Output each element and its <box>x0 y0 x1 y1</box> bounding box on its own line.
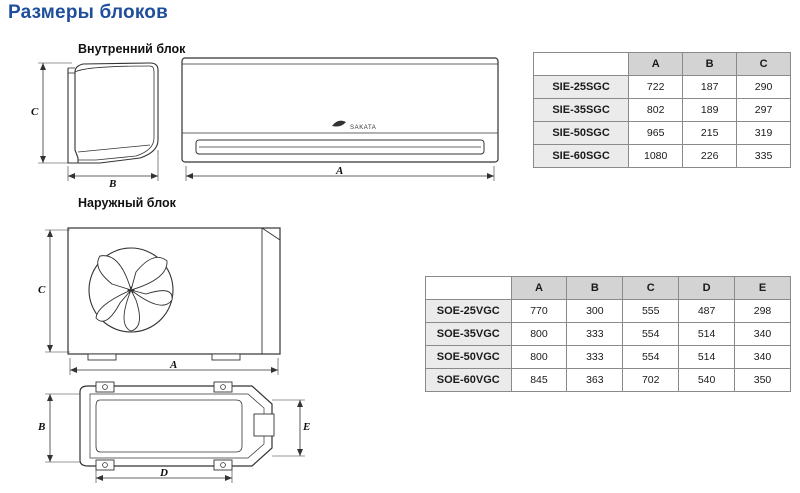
table-header-a: A <box>629 53 683 76</box>
cell-a: 800 <box>511 323 567 346</box>
cell-a: 802 <box>629 99 683 122</box>
cell-e: 340 <box>735 323 791 346</box>
dim-letter-indoor-c: C <box>31 106 39 118</box>
model-name: SOE-50VGC <box>426 346 512 369</box>
outdoor-units-dimension-table <box>425 276 791 392</box>
table-row <box>534 76 791 99</box>
page-title: Размеры блоков <box>8 2 168 23</box>
dim-letter-outdoor-d: D <box>160 467 168 479</box>
section-label-indoor-unit: Внутренний блок <box>78 42 186 56</box>
dim-letter-indoor-a: A <box>336 165 344 177</box>
cell-c: 555 <box>623 300 679 323</box>
model-name: SIE-50SGC <box>534 122 629 145</box>
cell-a: 770 <box>511 300 567 323</box>
cell-b: 333 <box>567 346 623 369</box>
dim-letter-outdoor-e: E <box>303 421 311 433</box>
dim-letter-outdoor-c: C <box>38 284 46 296</box>
cell-c: 297 <box>737 99 791 122</box>
outdoor-front-dim-c <box>45 230 70 352</box>
cell-c: 554 <box>623 346 679 369</box>
cell-a: 965 <box>629 122 683 145</box>
table-row <box>534 122 791 145</box>
cell-e: 350 <box>735 369 791 392</box>
model-name: SOE-25VGC <box>426 300 512 323</box>
table-header-row <box>426 277 791 300</box>
dim-letter-outdoor-b: B <box>38 421 46 433</box>
cell-b: 189 <box>683 99 737 122</box>
cell-e: 340 <box>735 346 791 369</box>
indoor-side-dim-c <box>38 63 72 163</box>
cell-a: 1080 <box>629 145 683 168</box>
table-corner-cell <box>534 53 629 76</box>
cell-d: 514 <box>679 323 735 346</box>
cell-c: 702 <box>623 369 679 392</box>
table-row <box>426 346 791 369</box>
svg-text:SAKATA: SAKATA <box>350 125 377 131</box>
outdoor-top-dim-e <box>272 400 305 456</box>
table-row <box>534 145 791 168</box>
cell-c: 319 <box>737 122 791 145</box>
table-header-d: D <box>679 277 735 300</box>
cell-b: 363 <box>567 369 623 392</box>
cell-b: 300 <box>567 300 623 323</box>
table-header-e: E <box>735 277 791 300</box>
table-header-c: C <box>623 277 679 300</box>
cell-d: 540 <box>679 369 735 392</box>
model-name: SIE-25SGC <box>534 76 629 99</box>
outdoor-top-dim-b <box>45 394 80 462</box>
cell-b: 187 <box>683 76 737 99</box>
model-name: SIE-35SGC <box>534 99 629 122</box>
cell-b: 333 <box>567 323 623 346</box>
table-row <box>426 323 791 346</box>
model-name: SOE-35VGC <box>426 323 512 346</box>
table-header-a: A <box>511 277 567 300</box>
cell-c: 290 <box>737 76 791 99</box>
cell-b: 215 <box>683 122 737 145</box>
section-label-outdoor-unit: Наружный блок <box>78 196 176 210</box>
dim-letter-outdoor-a: A <box>170 359 178 371</box>
table-header-b: B <box>683 53 737 76</box>
cell-c: 554 <box>623 323 679 346</box>
model-name: SIE-60SGC <box>534 145 629 168</box>
cell-e: 298 <box>735 300 791 323</box>
cell-d: 514 <box>679 346 735 369</box>
table-corner-cell <box>426 277 512 300</box>
table-header-row <box>534 53 791 76</box>
cell-a: 845 <box>511 369 567 392</box>
indoor-units-dimension-table <box>533 52 791 168</box>
table-row <box>534 99 791 122</box>
table-header-c: C <box>737 53 791 76</box>
cell-b: 226 <box>683 145 737 168</box>
dim-letter-indoor-b: B <box>109 178 117 190</box>
cell-a: 722 <box>629 76 683 99</box>
cell-d: 487 <box>679 300 735 323</box>
model-name: SOE-60VGC <box>426 369 512 392</box>
table-row <box>426 300 791 323</box>
cell-a: 800 <box>511 346 567 369</box>
table-header-b: B <box>567 277 623 300</box>
cell-c: 335 <box>737 145 791 168</box>
table-row <box>426 369 791 392</box>
